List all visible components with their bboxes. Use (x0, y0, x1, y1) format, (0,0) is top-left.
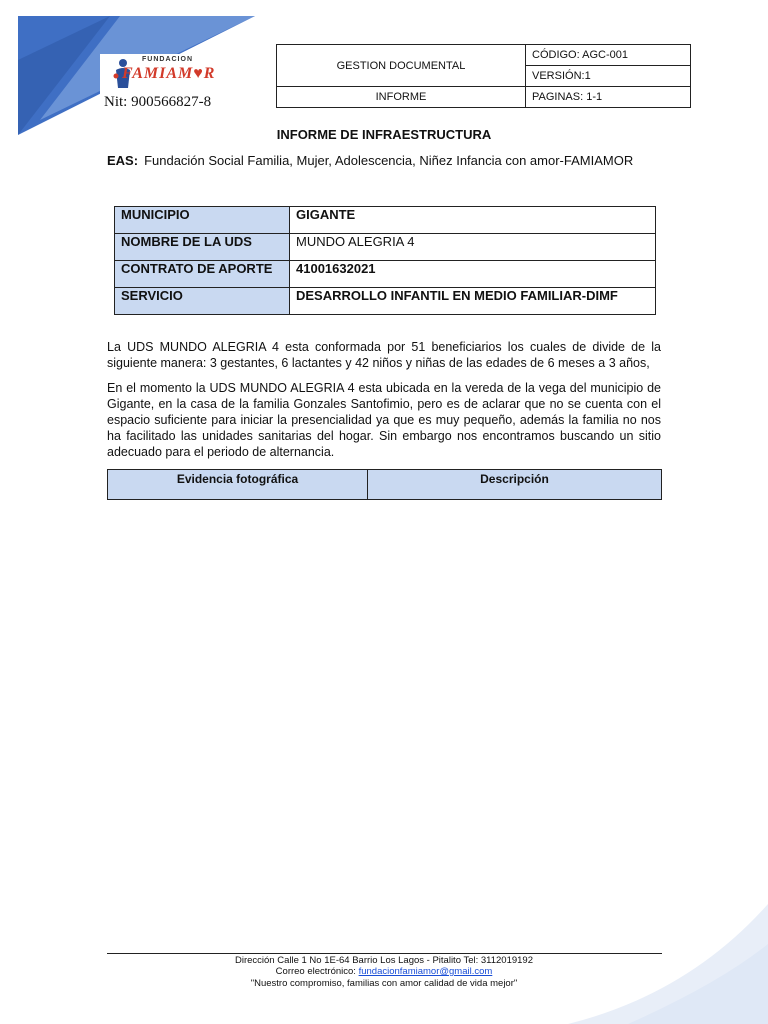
paragraph-location: En el momento la UDS MUNDO ALEGRIA 4 esta ubicada en la vereda de la vega del municipio de Gigante, en la casa de la familia Gonzales Santofimio, pero es de aclarar que no se cuenta con el espacio suficiente para iniciar la presencialidad ya que es muy pequeño, además la familia no nos ha facilitado las unidades sanitarias del hogar. Sin embargo nos encontramos buscando un sitio adecuado para el periodo de alternancia. (107, 381, 661, 459)
info-value: 41001632021 (290, 261, 656, 288)
info-key: MUNICIPIO (115, 207, 290, 234)
eas-label: EAS: (107, 153, 139, 168)
footer-email-line (0, 966, 768, 977)
eas-line (107, 153, 633, 168)
header-version: VERSIÓN:1 (526, 66, 691, 87)
uds-info-table (114, 206, 656, 315)
footer-email-label: Correo electrónico: (275, 966, 359, 977)
heart-icon: ♥ (193, 65, 204, 82)
evidence-table (107, 469, 662, 500)
header-doc-type: INFORME (277, 87, 526, 108)
table-row (115, 288, 656, 315)
logo-nit: Nit: 900566827-8 (104, 94, 212, 110)
table-row (115, 261, 656, 288)
info-key: CONTRATO DE APORTE (115, 261, 290, 288)
info-value: DESARROLLO INFANTIL EN MEDIO FAMILIAR-DIMF (290, 288, 656, 315)
evidence-header-photo: Evidencia fotográfica (108, 470, 368, 500)
famiamor-logo (104, 56, 234, 114)
footer-email-link[interactable]: fundacionfamiamor@gmail.com (358, 966, 493, 977)
info-value: MUNDO ALEGRIA 4 (290, 234, 656, 261)
paragraph-beneficiaries: La UDS MUNDO ALEGRIA 4 esta conformada por 51 beneficiarios los cuales de divide de la siguiente manera: 3 gestantes, 6 lactantes y 42 niños y niñas de las edades de 6 meses a 3 años, (107, 340, 661, 370)
evidence-header-description: Descripción (368, 470, 662, 500)
header-dept: GESTION DOCUMENTAL (277, 45, 526, 87)
eas-value: Fundación Social Familia, Mujer, Adolescencia, Niñez Infancia con amor-FAMIAMOR (144, 153, 634, 168)
header-pages: PAGINAS: 1-1 (526, 87, 691, 108)
logo-brand-text: FAMIAM♥R (122, 65, 216, 82)
table-row (115, 234, 656, 261)
document-header-table (276, 44, 691, 108)
table-row (115, 207, 656, 234)
info-key: NOMBRE DE LA UDS (115, 234, 290, 261)
logo-foundation-text: FUNDACION (142, 56, 193, 63)
footer-divider (107, 953, 662, 954)
header-code: CÓDIGO: AGC-001 (526, 45, 691, 66)
footer-motto: "Nuestro compromiso, familias con amor calidad de vida mejor" (250, 978, 518, 989)
document-title: INFORME DE INFRAESTRUCTURA (276, 127, 492, 142)
footer-address: Dirección Calle 1 No 1E-64 Barrio Los Lagos - Pitalito Tel: 3112019192 (234, 955, 534, 966)
info-key: SERVICIO (115, 288, 290, 315)
table-row (108, 470, 662, 500)
info-value: GIGANTE (290, 207, 656, 234)
